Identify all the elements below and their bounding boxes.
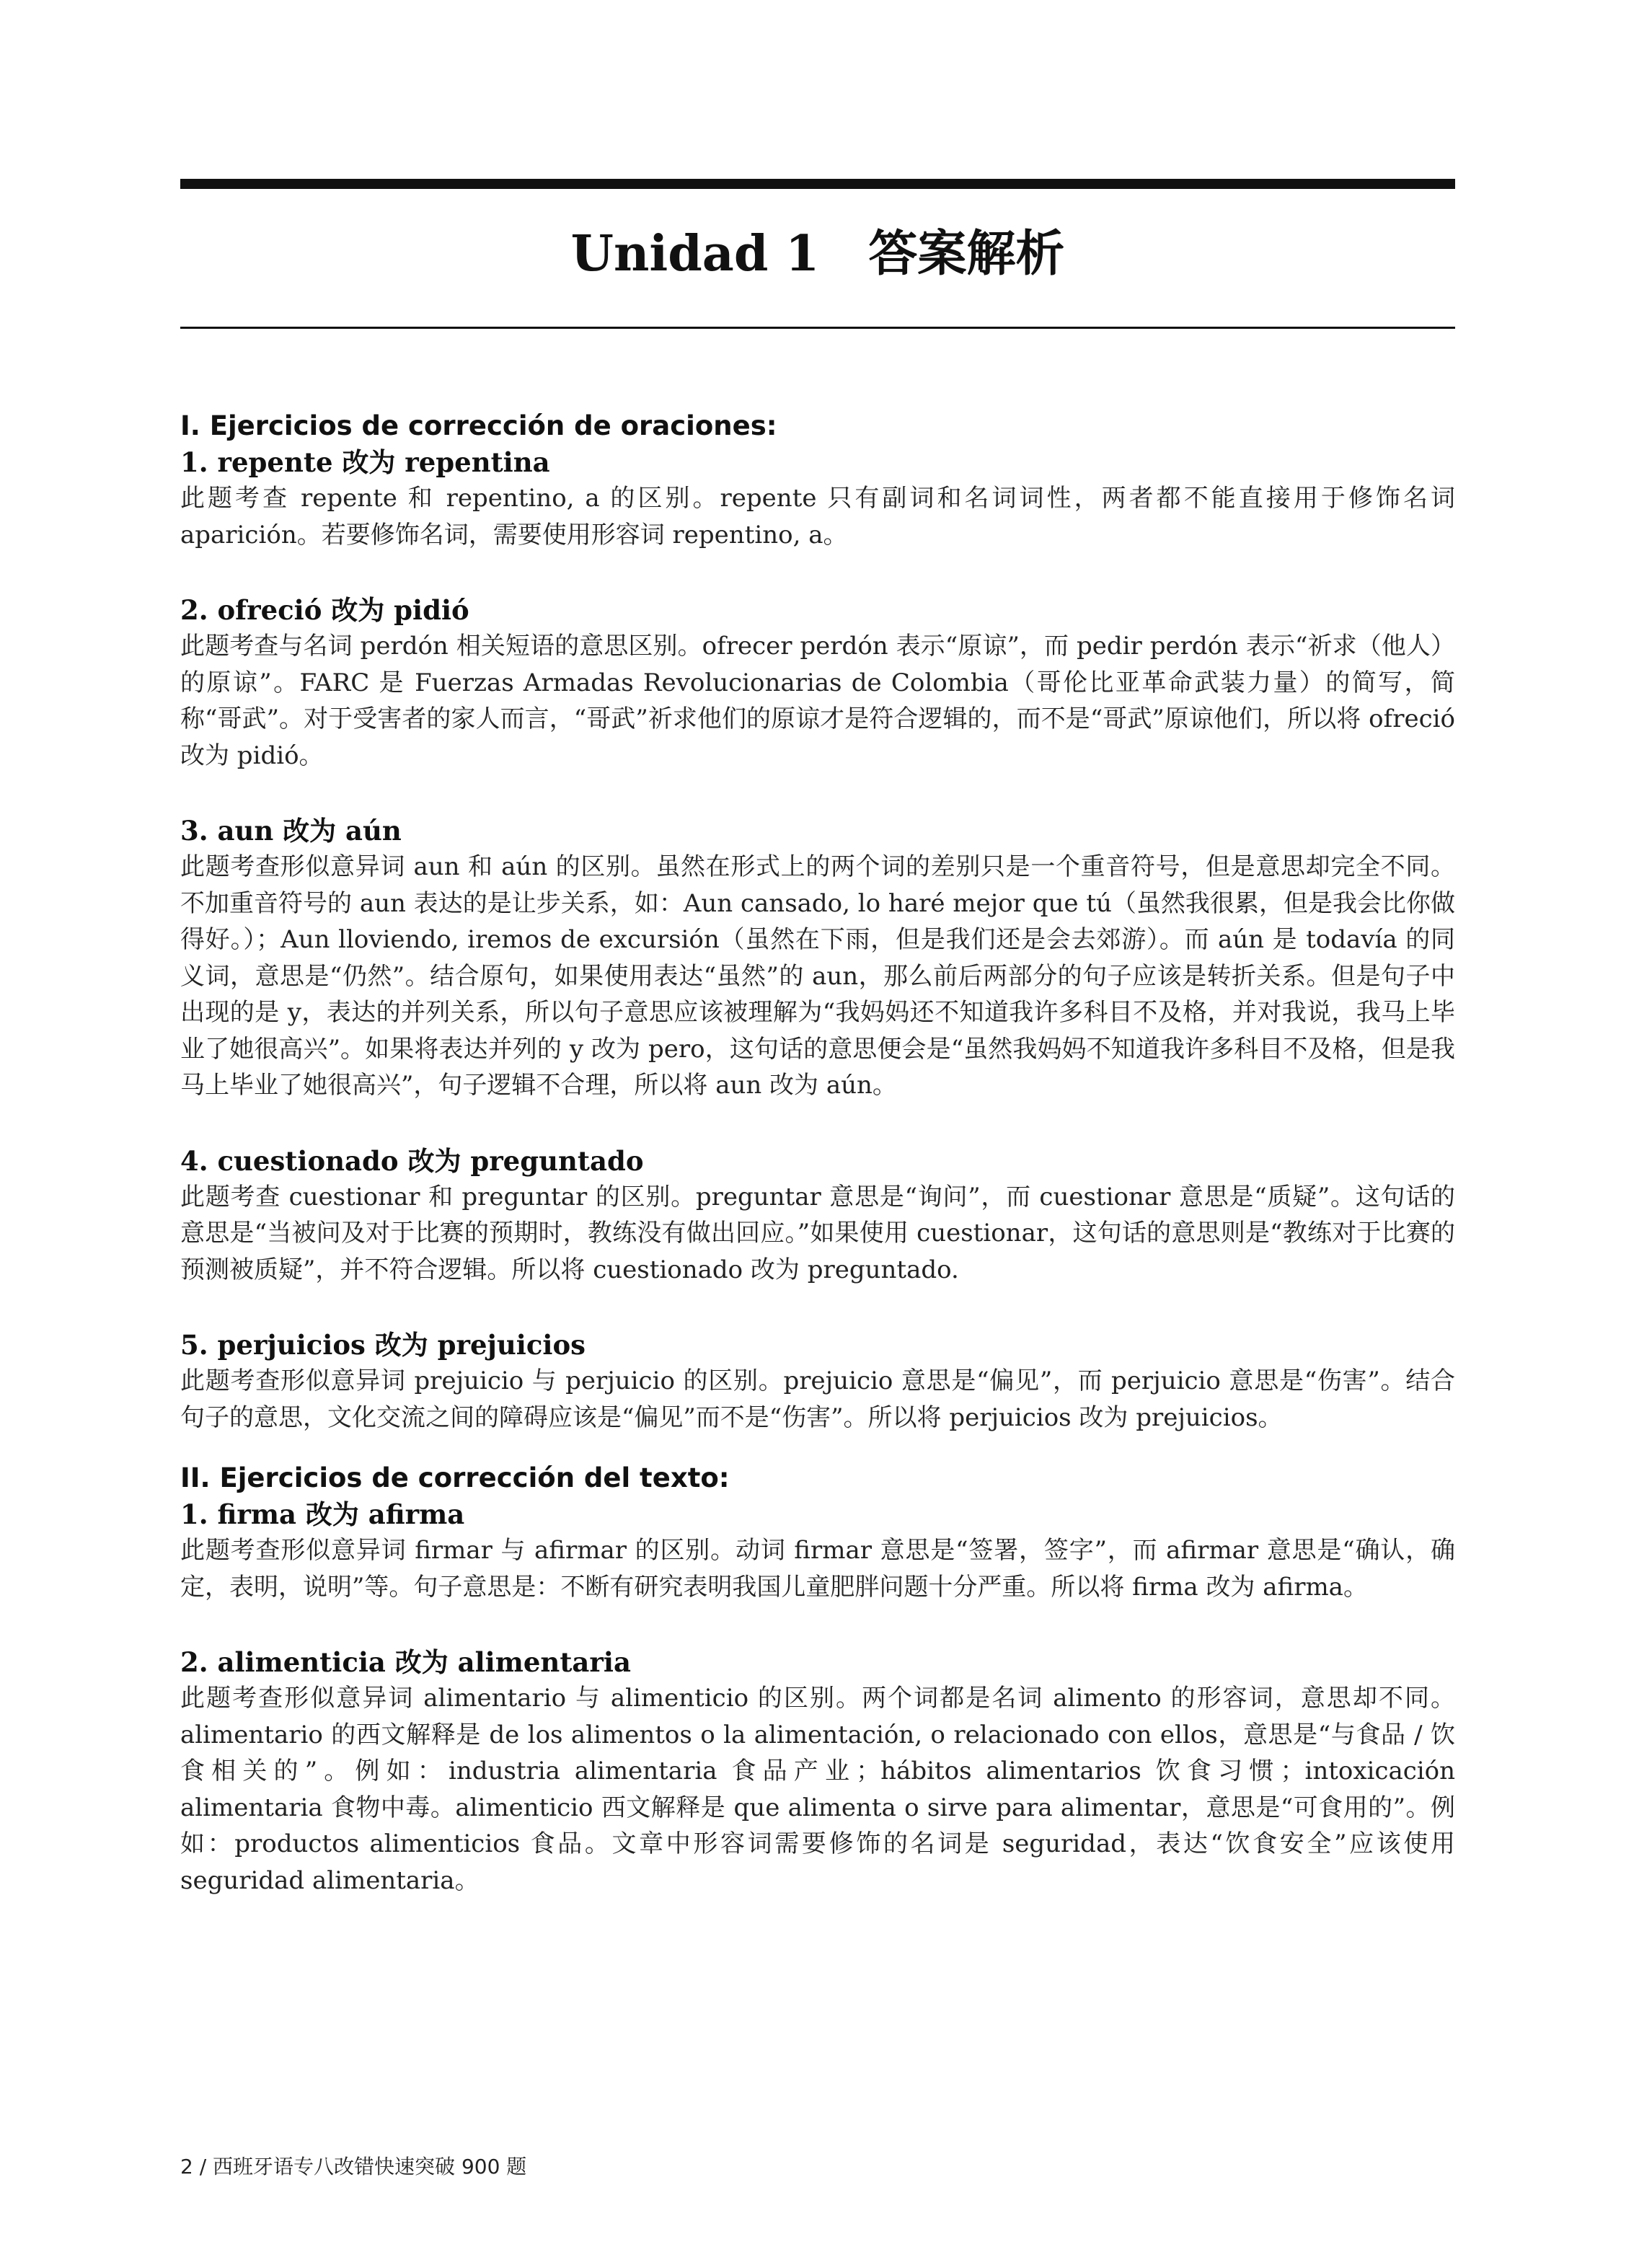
answer-explanation: 此题考查 repente 和 repentino, a 的区别。repente 只有副词和名词词性，两者都不能直接用于修饰名词 aparición。若要修饰名词，需要使用形容词 repentino, a。 [180, 484, 1455, 549]
answer-item [180, 1644, 1455, 1899]
answer-item [180, 1143, 1455, 1289]
answer-heading: 2. alimenticia 改为 alimentaria [180, 1646, 631, 1678]
title-underline [180, 327, 1455, 329]
answer-heading: 5. perjuicios 改为 prejuicios [180, 1329, 586, 1361]
answer-heading: 1. repente 改为 repentina [180, 446, 550, 478]
answer-item [180, 444, 1455, 553]
answer-heading: 3. aun 改为 aún [180, 815, 402, 847]
section-text-correction [180, 1460, 1455, 1899]
answer-explanation: 此题考查与名词 perdón 相关短语的意思区别。ofrecer perdón 表示“原谅”，而 pedir perdón 表示“祈求（他人）的原谅”。FARC 是 Fuerzas Armadas Revolucionarias de Colombia（哥伦比亚革命武装力量）的简写，简称“哥武”。对于受害者的家人而言，“哥武”祈求他们的原谅才是符合逻辑的，而不是“哥武”原谅他们，所以将 ofreció 改为 pidió。 [180, 632, 1455, 770]
top-rule [180, 179, 1455, 189]
answer-heading: 4. cuestionado 改为 preguntado [180, 1144, 644, 1177]
answer-heading: 2. ofreció 改为 pidió [180, 594, 469, 626]
answer-item [180, 813, 1455, 1104]
section-heading: I. Ejercicios de corrección de oraciones: [180, 410, 777, 441]
page [180, 0, 1455, 2265]
answer-content [180, 408, 1455, 1938]
answer-explanation: 此题考查形似意异词 firmar 与 afirmar 的区别。动词 firmar 意思是“签署，签字”，而 afirmar 意思是“确认，确定，表明，说明”等。句子意思是：不断有研究表明我国儿童肥胖问题十分严重。所以将 firma 改为 afirma。 [180, 1536, 1455, 1602]
section-sentence-correction [180, 408, 1455, 1436]
answer-item [180, 592, 1455, 774]
answer-explanation: 此题考查 cuestionar 和 preguntar 的区别。preguntar 意思是“询问”，而 cuestionar 意思是“质疑”。这句话的意思是“当被问及对于比赛的预期时，教练没有做出回应。”如果使用 cuestionar，这句话的意思则是“教练对于比赛的预测被质疑”，并不符合逻辑。所以将 cuestionado 改为 preguntado. [180, 1182, 1455, 1284]
answer-explanation: 此题考查形似意异词 alimentario 与 alimenticio 的区别。两个词都是名词 alimento 的形容词，意思却不同。alimentario 的西文解释是 de los alimentos o la alimentación, o relacionado con ellos，意思是“与食品 / 饮食相关的”。例如：industria alimentaria 食品产业；hábitos alimentarios 饮食习惯；intoxicación alimentaria 食物中毒。alimenticio 西文解释是 que alimenta o sirve para alimentar，意思是“可食用的”。例如：productos alimenticios 食品。文章中形容词需要修饰的名词是 seguridad，表达“饮食安全”应该使用 seguridad alimentaria。 [180, 1684, 1455, 1895]
answer-item [180, 1496, 1455, 1605]
answer-item [180, 1327, 1455, 1436]
page-footer: 2 / 西班牙语专八改错快速突破 900 题 [180, 2155, 527, 2178]
answer-explanation: 此题考查形似意异词 aun 和 aún 的区别。虽然在形式上的两个词的差别只是一个重音符号，但是意思却完全不同。不加重音符号的 aun 表达的是让步关系，如：Aun cansado, lo haré mejor que tú（虽然我很累，但是我会比你做得好。）；Aun lloviendo, iremos de excursión（虽然在下雨，但是我们还是会去郊游）。而 aún 是 todavía 的同义词，意思是“仍然”。结合原句，如果使用表达“虽然”的 aun，那么前后两部分的句子应该是转折关系。但是句子中出现的是 y，表达的并列关系，所以句子意思应该被理解为“我妈妈还不知道我许多科目不及格，并对我说，我马上毕业了她很高兴”。如果将表达并列的 y 改为 pero，这句话的意思便会是“虽然我妈妈不知道我许多科目不及格，但是我马上毕业了她很高兴”，句子逻辑不合理，所以将 aun 改为 aún。 [180, 852, 1455, 1100]
answer-explanation: 此题考查形似意异词 prejuicio 与 perjuicio 的区别。prejuicio 意思是“偏见”，而 perjuicio 意思是“伤害”。结合句子的意思，文化交流之间的障碍应该是“偏见”而不是“伤害”。所以将 perjuicios 改为 prejuicios。 [180, 1366, 1455, 1432]
answer-heading: 1. firma 改为 afirma [180, 1498, 465, 1530]
section-heading: II. Ejercicios de corrección del texto: [180, 1462, 730, 1493]
page-title: Unidad 1 答案解析 [570, 225, 1065, 283]
